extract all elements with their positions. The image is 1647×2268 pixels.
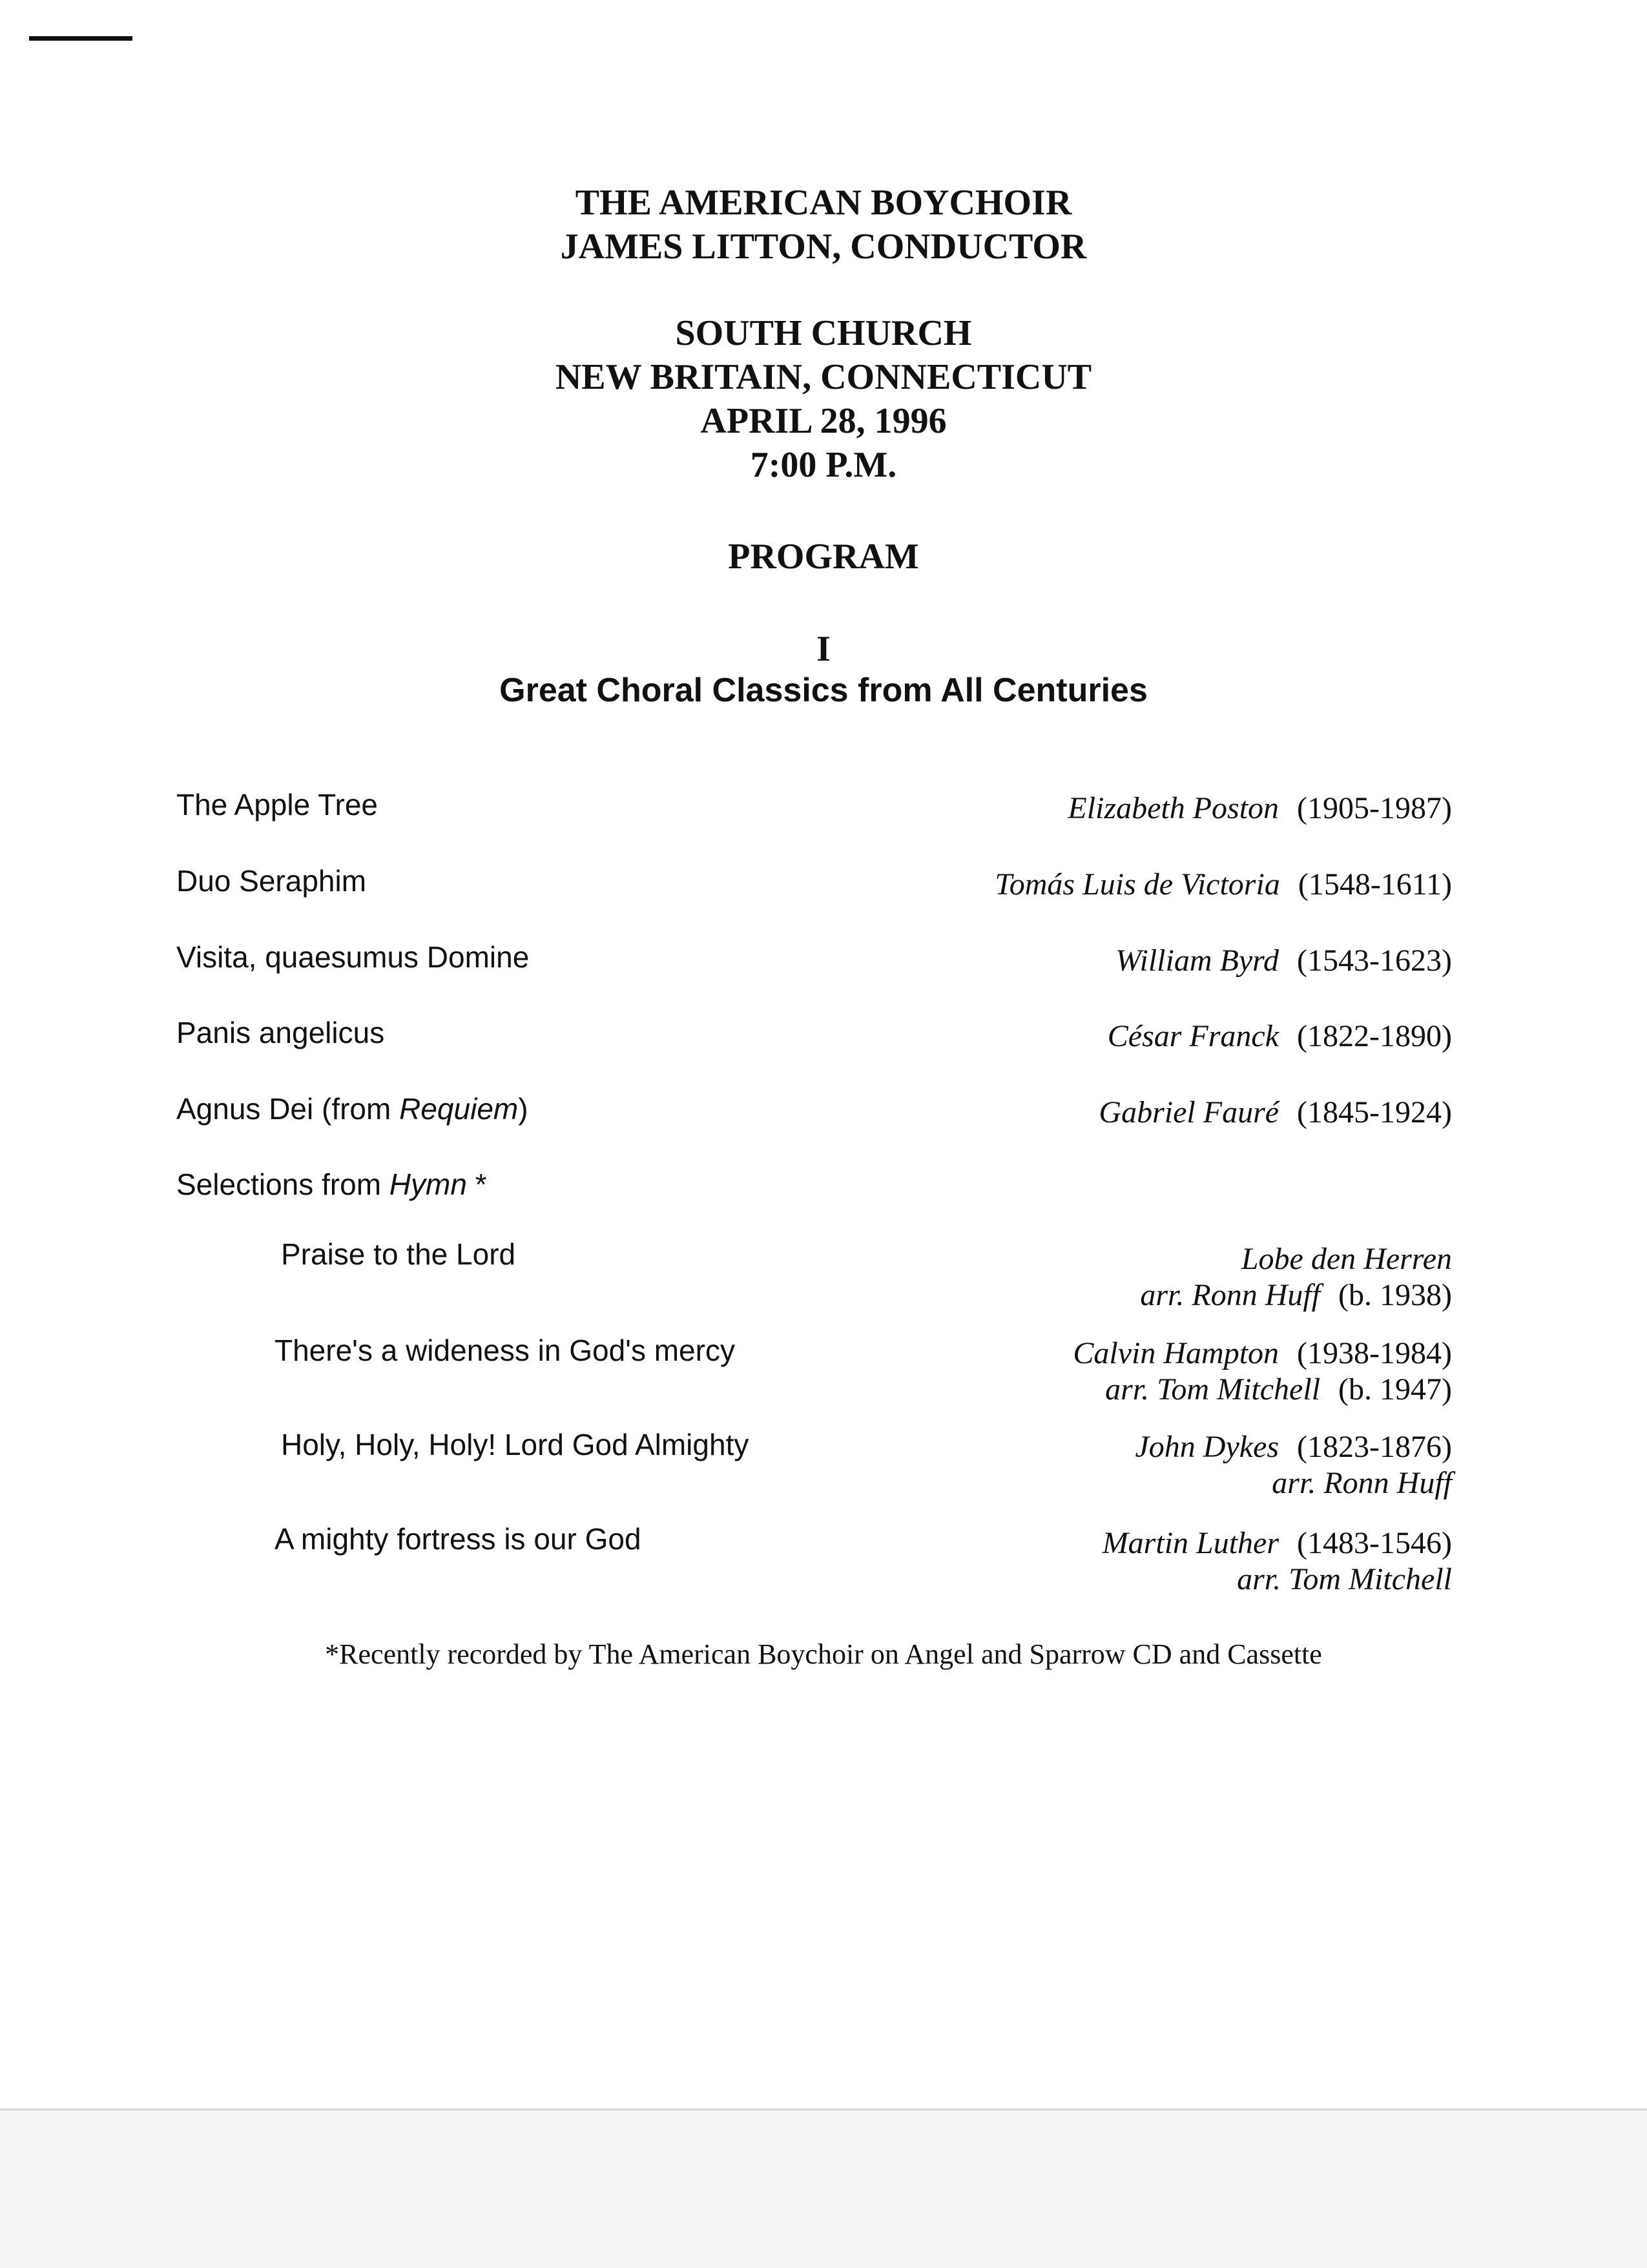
- hymn-credit: [1135, 1429, 1452, 1501]
- hymn-title: A mighty fortress is our God: [274, 1522, 641, 1556]
- work-credit: [1068, 790, 1452, 827]
- conductor-line: JAMES LITTON, CONDUCTOR: [560, 227, 1087, 267]
- composer-name: Martin Luther: [1102, 1526, 1279, 1560]
- composer-name: Gabriel Fauré: [1099, 1095, 1279, 1129]
- program-title: PROGRAM: [728, 537, 919, 577]
- composer-years: (1543-1623): [1297, 943, 1452, 978]
- composer-name: Tomás Luis de Victoria: [995, 867, 1280, 902]
- arranger-name: arr. Ronn Huff: [1140, 1278, 1321, 1312]
- arranger-name: arr. Tom Mitchell: [1105, 1372, 1321, 1407]
- work-credit: [1115, 943, 1452, 979]
- choir-name: THE AMERICAN BOYCHOIR: [575, 183, 1072, 223]
- composer-years: (1845-1924): [1297, 1095, 1452, 1129]
- composer-name: César Franck: [1107, 1019, 1279, 1053]
- work-credit: [995, 867, 1452, 903]
- work-title: Agnus Dei (from Requiem): [176, 1092, 528, 1126]
- composer-years: (1905-1987): [1297, 791, 1452, 825]
- page-bottom-edge: [0, 2108, 1647, 2268]
- hymn-credit: [1073, 1335, 1452, 1408]
- composer-name: William Byrd: [1115, 943, 1279, 978]
- composer-years: (1483-1546): [1297, 1526, 1452, 1560]
- work-credit: [1099, 1095, 1452, 1131]
- hymn-credit: [1140, 1241, 1452, 1314]
- work-title: Duo Seraphim: [176, 864, 367, 898]
- composer-years: (1822-1890): [1297, 1019, 1452, 1053]
- hymn-title: Praise to the Lord: [281, 1237, 516, 1271]
- venue-name: SOUTH CHURCH: [675, 313, 972, 353]
- composer-years: (1938-1984): [1297, 1336, 1452, 1370]
- hymn-title: Holy, Holy, Holy! Lord God Almighty: [281, 1428, 749, 1461]
- tune-name: Lobe den Herren: [1241, 1242, 1452, 1276]
- composer-name: John Dykes: [1135, 1430, 1279, 1464]
- section-number: I: [816, 629, 831, 669]
- recording-footnote: *Recently recorded by The American Boychoir on Angel and Sparrow CD and Cassette: [325, 1638, 1322, 1670]
- composer-years: (1548-1611): [1298, 867, 1452, 902]
- composer-name: Elizabeth Poston: [1068, 791, 1279, 825]
- venue-location: NEW BRITAIN, CONNECTICUT: [555, 357, 1092, 397]
- section-title: Great Choral Classics from All Centuries: [499, 672, 1148, 709]
- concert-date: APRIL 28, 1996: [700, 401, 947, 441]
- arranger-years: (b. 1947): [1338, 1372, 1452, 1407]
- concert-header: [0, 181, 1647, 487]
- work-title: The Apple Tree: [176, 788, 378, 821]
- composer-name: Calvin Hampton: [1073, 1336, 1279, 1370]
- arranger-name: arr. Tom Mitchell: [1237, 1562, 1452, 1596]
- composer-years: (1823-1876): [1297, 1430, 1452, 1464]
- work-credit: [1108, 1018, 1452, 1055]
- arranger-name: arr. Ronn Huff: [1272, 1466, 1452, 1500]
- hymn-credit: [1103, 1525, 1452, 1598]
- concert-time: 7:00 P.M.: [750, 445, 897, 485]
- work-title: Visita, quaesumus Domine: [176, 940, 530, 974]
- corner-mark: [29, 36, 132, 41]
- work-title: Panis angelicus: [176, 1016, 385, 1049]
- work-title: Selections from Hymn *: [176, 1168, 487, 1201]
- arranger-years: (b. 1938): [1338, 1278, 1452, 1312]
- hymn-title: There's a wideness in God's mercy: [274, 1334, 735, 1367]
